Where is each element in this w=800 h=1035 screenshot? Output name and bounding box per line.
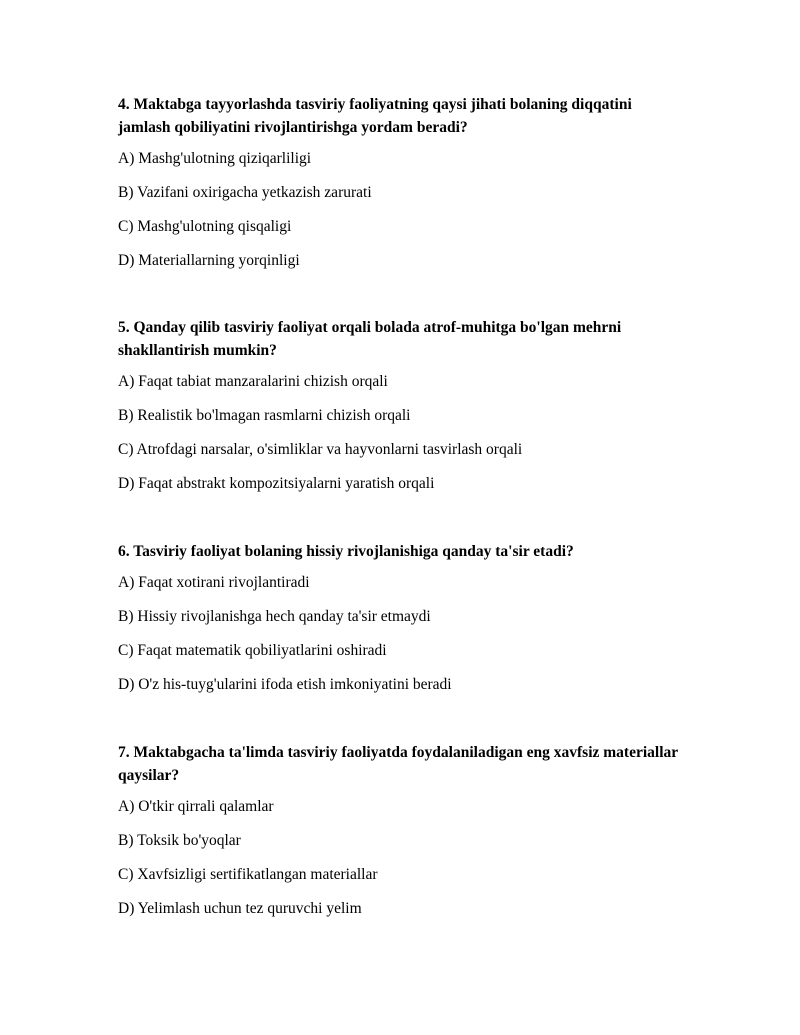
question-title: 5. Qanday qilib tasviriy faoliyat orqali bolada atrof-muhitga bo'lgan mehrni shakllantirish mumkin?: [118, 319, 622, 359]
answer-option-a: A) O'tkir qirrali qalamlar: [118, 798, 274, 815]
question-title: 7. Maktabgacha ta'limda tasviriy faoliyatda foydalaniladigan eng xavfsiz materiallar qaysilar?: [118, 744, 678, 784]
answer-option-d: D) Materiallarning yorqinligi: [118, 252, 300, 269]
answer-option-d: D) O'z his-tuyg'ularini ifoda etish imkoniyatini beradi: [118, 676, 452, 693]
answer-option-c: C) Atrofdagi narsalar, o'simliklar va hayvonlarni tasvirlash orqali: [118, 441, 523, 458]
answer-option-b: B) Hissiy rivojlanishga hech qanday ta'sir etmaydi: [118, 608, 431, 625]
answer-option-d: D) Yelimlash uchun tez quruvchi yelim: [118, 900, 362, 917]
question-block-7: [118, 741, 678, 919]
answer-option-a: A) Mashg'ulotning qiziqarliligi: [118, 150, 312, 167]
answer-option-d: D) Faqat abstrakt kompozitsiyalarni yaratish orqali: [118, 475, 435, 492]
answer-option-c: C) Mashg'ulotning qisqaligi: [118, 218, 292, 235]
question-block-4: [118, 93, 678, 271]
answer-option-b: B) Toksik bo'yoqlar: [118, 832, 241, 849]
question-block-6: [118, 540, 678, 695]
answer-option-a: A) Faqat xotirani rivojlantiradi: [118, 574, 310, 591]
answer-option-a: A) Faqat tabiat manzaralarini chizish orqali: [118, 373, 388, 390]
question-block-5: [118, 316, 678, 494]
answer-option-c: C) Faqat matematik qobiliyatlarini oshiradi: [118, 642, 387, 659]
question-title: 6. Tasviriy faoliyat bolaning hissiy rivojlanishiga qanday ta'sir etadi?: [118, 543, 574, 560]
answer-option-c: C) Xavfsizligi sertifikatlangan materiallar: [118, 866, 378, 883]
question-title: 4. Maktabga tayyorlashda tasviriy faoliyatning qaysi jihati bolaning diqqatini jamlash qobiliyatini rivojlantirishga yordam beradi?: [118, 96, 632, 136]
answer-option-b: B) Vazifani oxirigacha yetkazish zarurati: [118, 184, 372, 201]
answer-option-b: B) Realistik bo'lmagan rasmlarni chizish orqali: [118, 407, 411, 424]
